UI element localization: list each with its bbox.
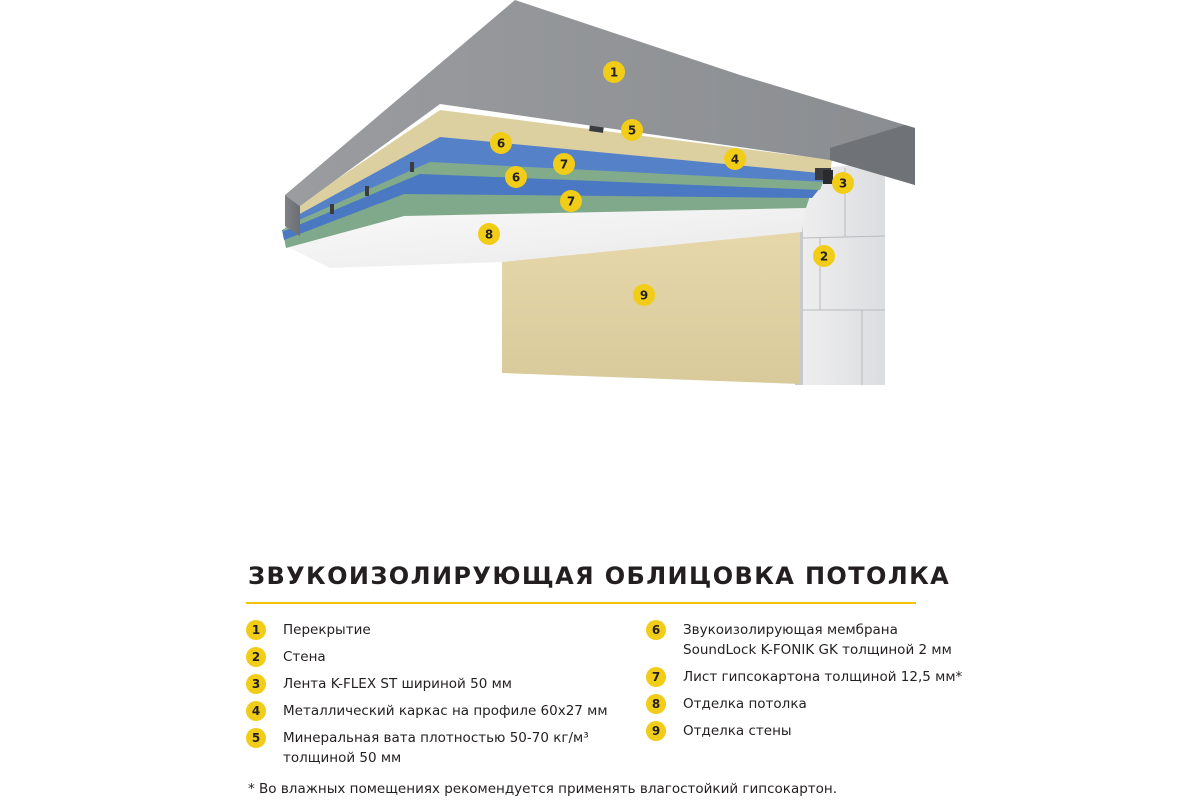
marker-5 bbox=[621, 119, 643, 141]
legend-label: Металлический каркас на профиле 60x27 мм bbox=[283, 703, 608, 719]
legend-label: Отделка потолка bbox=[683, 696, 807, 712]
marker-6-lower bbox=[505, 166, 527, 188]
legend-item bbox=[246, 674, 608, 694]
marker-7-lower bbox=[560, 190, 582, 212]
marker-3-label: 3 bbox=[838, 176, 848, 191]
legend-item bbox=[646, 721, 962, 741]
marker-9 bbox=[633, 284, 655, 306]
marker-7-upper-label: 7 bbox=[559, 157, 569, 172]
legend-badge: 2 bbox=[246, 647, 266, 667]
marker-2-label: 2 bbox=[819, 249, 829, 264]
legend-badge: 6 bbox=[646, 620, 666, 640]
marker-3 bbox=[832, 172, 854, 194]
marker-9-label: 9 bbox=[639, 288, 649, 303]
legend-badge: 5 bbox=[246, 728, 266, 748]
legend-item bbox=[246, 620, 608, 640]
marker-1 bbox=[603, 61, 625, 83]
marker-6-upper bbox=[490, 132, 512, 154]
marker-4-label: 4 bbox=[730, 152, 740, 167]
marker-6-upper-label: 6 bbox=[496, 136, 506, 151]
legend-badge: 1 bbox=[246, 620, 266, 640]
legend-badge: 7 bbox=[646, 667, 666, 687]
legend-label: Звукоизолирующая мембрана bbox=[683, 622, 898, 638]
marker-8-label: 8 bbox=[484, 227, 494, 242]
legend-label: Отделка стены bbox=[683, 723, 792, 739]
legend-item bbox=[246, 728, 608, 768]
marker-1-label: 1 bbox=[609, 65, 619, 80]
legend-item bbox=[646, 667, 962, 687]
marker-6-lower-label: 6 bbox=[511, 170, 521, 185]
legend-label: Минеральная вата плотностью 50-70 кг/м³ bbox=[283, 730, 589, 746]
marker-7-upper bbox=[553, 153, 575, 175]
legend-badge: 9 bbox=[646, 721, 666, 741]
footnote: * Во влажных помещениях рекомендуется применять влагостойкий гипсокартон. bbox=[248, 781, 838, 797]
marker-5-label: 5 bbox=[627, 123, 637, 138]
legend-label: Стена bbox=[283, 649, 326, 665]
legend-item bbox=[246, 647, 608, 667]
title-underline bbox=[246, 602, 916, 604]
marker-7-lower-label: 7 bbox=[566, 194, 576, 209]
legend-item bbox=[646, 620, 962, 660]
legend-badge: 8 bbox=[646, 694, 666, 714]
marker-2 bbox=[813, 245, 835, 267]
legend-label: Лист гипсокартона толщиной 12,5 мм* bbox=[683, 669, 963, 685]
legend-badge: 3 bbox=[246, 674, 266, 694]
legend-label-continued: SoundLock K-FONIK GK толщиной 2 мм bbox=[683, 642, 952, 658]
marker-8 bbox=[478, 223, 500, 245]
legend-item bbox=[646, 694, 962, 714]
legend-right-column bbox=[646, 620, 962, 748]
marker-4 bbox=[724, 148, 746, 170]
legend-left-column bbox=[246, 620, 608, 775]
legend-item bbox=[246, 701, 608, 721]
legend-label: Перекрытие bbox=[283, 622, 371, 638]
legend-label: Лента K-FLEX ST шириной 50 мм bbox=[283, 676, 512, 692]
legend-badge: 4 bbox=[246, 701, 266, 721]
kflex-tape bbox=[823, 170, 833, 184]
page-title: ЗВУКОИЗОЛИРУЮЩАЯ ОБЛИЦОВКА ПОТОЛКА bbox=[248, 562, 951, 590]
legend-label-continued: толщиной 50 мм bbox=[283, 750, 402, 766]
